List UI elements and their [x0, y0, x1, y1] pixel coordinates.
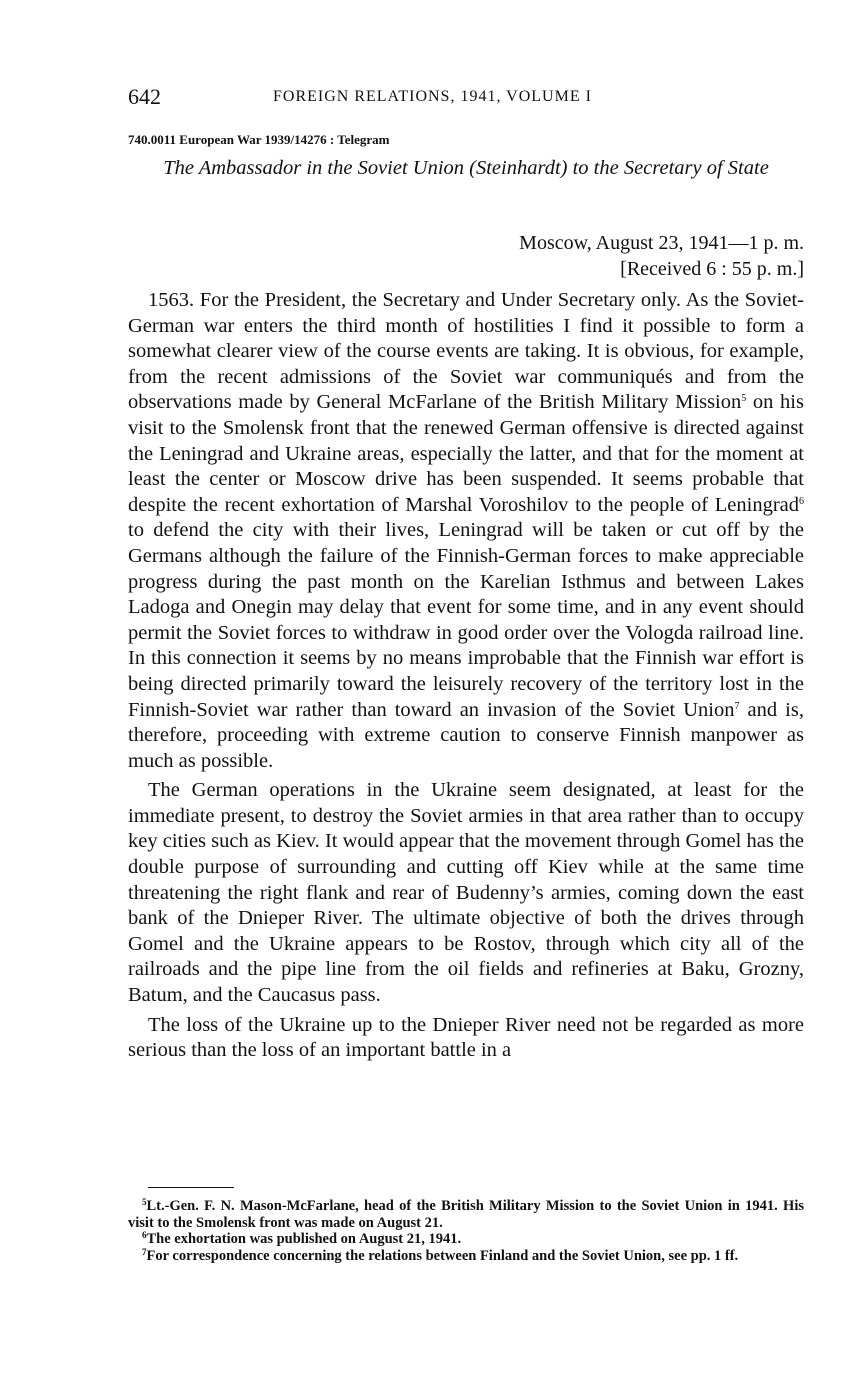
- footnote-mark: 7: [142, 1246, 147, 1257]
- footnote-divider: [148, 1187, 234, 1188]
- telegram-body: [128, 288, 804, 1068]
- footnote-mark: 6: [142, 1230, 147, 1240]
- footnote-ref-7: 7: [734, 700, 740, 712]
- dateline: Moscow, August 23, 1941—1 p. m.: [519, 232, 804, 254]
- footnote-5: [128, 1198, 804, 1231]
- paragraph-1-part-d: and is, therefore, proceeding with extreme caution to conserve Finnish manpower as much as possible.: [128, 698, 804, 772]
- footnote-ref-5: 5: [741, 393, 747, 405]
- paragraph-1: [128, 288, 804, 774]
- page-number: 642: [128, 84, 161, 109]
- footnote-6: [128, 1231, 804, 1248]
- paragraph-1-part-b: on his visit to the Smolensk front that the renewed German offensive is directed against the Leningrad and Ukraine areas, especially the latter, and that for the moment at least the center or Moscow drive has been suspended. It seems probable that despite the recent exhortation of Marshal Voroshilov to the people of Leningrad: [128, 391, 804, 516]
- paragraph-1-part-a: 1563. For the President, the Secretary and Under Secretary only. As the Soviet-German war enters the third month of hostilities I find it possible to form a somewhat clearer view of the course events are taking. It is obvious, for example, from the recent admissions of the Soviet war communiqués and from the observations made by General McFarlane of the British Military Mission: [128, 289, 804, 414]
- file-reference: 740.0011 European War 1939/14276 : Telegram: [128, 132, 390, 147]
- received-time: [Received 6 : 55 p. m.]: [620, 258, 804, 280]
- page-header: [128, 84, 804, 114]
- footnotes: [128, 1198, 804, 1264]
- footnote-7: [128, 1248, 804, 1265]
- paragraph-2: The German operations in the Ukraine seem designated, at least for the immediate present, to destroy the Soviet armies in that area rather than to occupy key cities such as Kiev. It would appear that the movement through Gomel has the double purpose of surrounding and cutting off Kiev while at the same time threatening the right flank and rear of Budenny’s armies, coming down the east bank of the Dnieper River. The ultimate objective of both the drives through Gomel and the Ukraine appears to be Rostov, through which city all of the railroads and the pipe line from the oil fields and refineries at Baku, Grozny, Batum, and the Caucasus pass.: [128, 779, 804, 1007]
- paragraph-3: The loss of the Ukraine up to the Dnieper River need not be regarded as more serious than the loss of an important battle in a: [128, 1013, 804, 1062]
- footnote-text: The exhortation was published on August 21, 1941.: [146, 1231, 462, 1247]
- running-head: FOREIGN RELATIONS, 1941, VOLUME I: [273, 88, 592, 105]
- dateline-block: [519, 230, 804, 282]
- document-title: The Ambassador in the Soviet Union (Steinhardt) to the Secretary of State: [163, 157, 769, 179]
- footnote-text: For correspondence concerning the relations between Finland and the Soviet Union, see pp. 1 ff.: [146, 1247, 739, 1264]
- footnote-ref-6: 6: [799, 495, 804, 507]
- footnote-text: Lt.-Gen. F. N. Mason-McFarlane, head of the British Military Mission to the Soviet Union in 1941. His visit to the Smolensk front was made on August 21.: [128, 1198, 804, 1231]
- footnote-mark: 5: [142, 1197, 147, 1207]
- paragraph-1-part-c: to defend the city with their lives, Leningrad will be taken or cut off by the Germans although the failure of the Finnish-German forces to make appreciable progress during the past month on the Karelian Isthmus and between Lakes Ladoga and Onegin may delay that event for some time, and in any event should permit the Soviet forces to withdraw in good order over the Vologda railroad line. In this connection it seems by no means improbable that the Finnish war effort is being directed primarily toward the leisurely recovery of the territory lost in the Finnish-Soviet war rather than toward an invasion of the Soviet Union: [128, 519, 804, 721]
